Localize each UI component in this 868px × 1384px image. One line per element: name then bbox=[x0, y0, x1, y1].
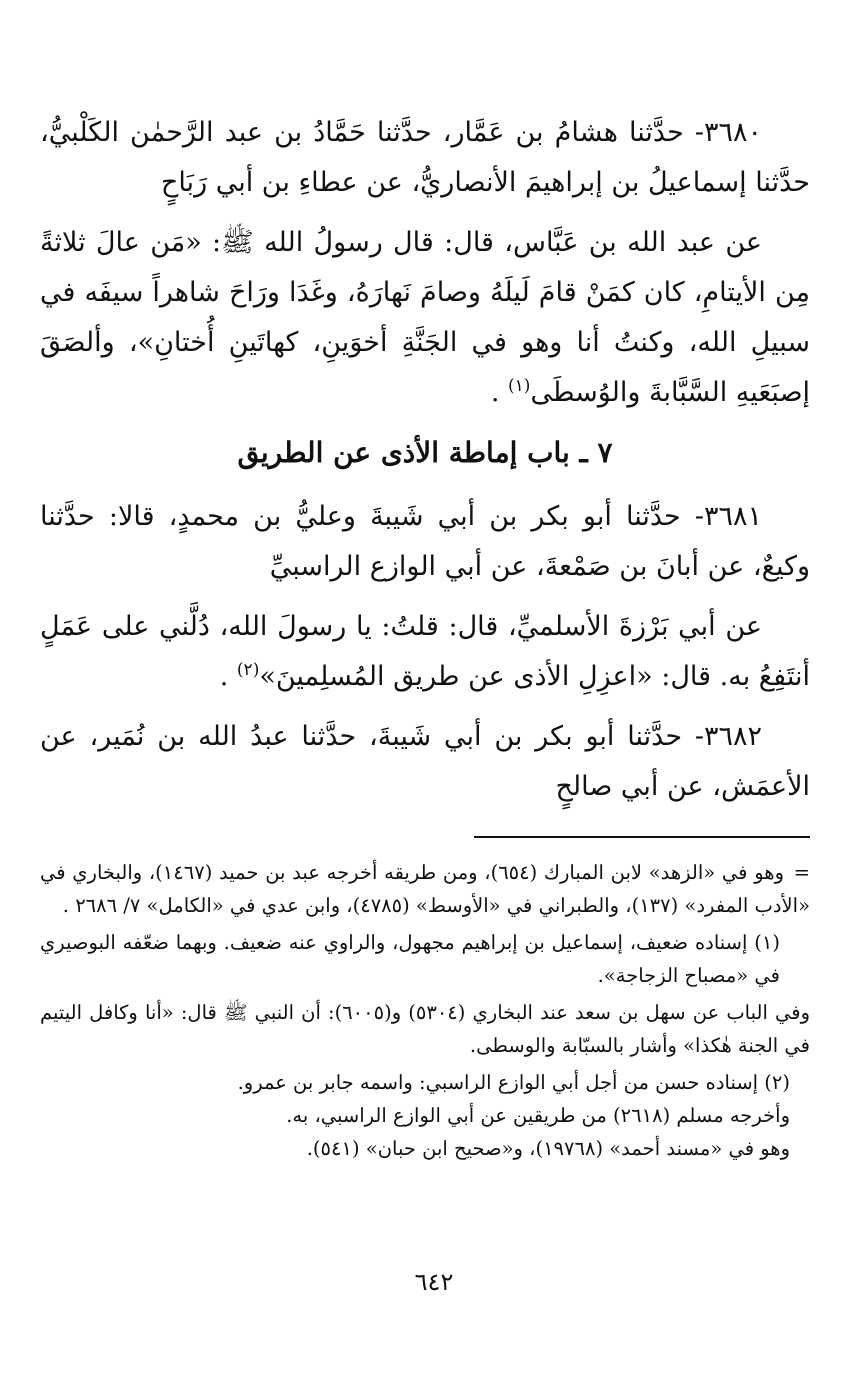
hadith-3681-isnad-text: ٣٦٨١- حدَّثنا أبو بكر بن أبي شَيبةَ وعليُّ بن محمدٍ، قالا: حدَّثنا وكيعٌ، عن أبانَ بن صَمْعةَ، عن أبي الوازع الراسبيِّ bbox=[40, 501, 810, 582]
main-text bbox=[40, 108, 810, 822]
footnote-1: (١) إسناده ضعيف، إسماعيل بن إبراهيم مجهول، والراوي عنه ضعيف. وبهما ضعّفه البوصيري في «مصباح الزجاجة». bbox=[40, 931, 780, 987]
footnote-ref-2: (٢) bbox=[236, 660, 260, 680]
hadith-3682-isnad-text: ٣٦٨٢- حدَّثنا أبو بكر بن أبي شَيبةَ، حدَّثنا عبدُ الله بن نُمَير، عن الأعمَش، عن أبي صالحٍ bbox=[40, 721, 810, 802]
hadith-3680-isnad bbox=[40, 108, 810, 208]
hadith-3681-matn-text: عن أبي بَرْزةَ الأسلميِّ، قال: قلتُ: يا رسولَ الله، دُلَّني على عَمَلٍ أنتَفِعُ به. قال: «اعزِلِ الأذى عن طريق المُسلِمينَ» bbox=[40, 611, 810, 692]
hadith-3680-matn-text: عن عبد الله بن عَبَّاس، قال: قال رسولُ الله ﷺ: «مَن عالَ ثلاثةً مِن الأيتامِ، كان كمَنْ قامَ لَيلَهُ وصامَ نَهارَهُ، وغَدَا ورَاحَ شاهراً سيفَه في سبيلِ الله، وكنتُ أنا وهو في الجَنَّةِ أخوَينِ، كهاتَينِ أُختانِ»، وألصَقَ إصبَعَيهِ السَّبَّابةَ والوُسطَى bbox=[40, 227, 810, 408]
hadith-3681-isnad bbox=[40, 492, 810, 592]
page-number: ٦٤٢ bbox=[414, 1268, 454, 1296]
chapter-heading: ٧ ـ باب إماطة الأذى عن الطريق bbox=[237, 436, 613, 469]
footnotes bbox=[40, 856, 810, 1165]
footnote-2: (٢) إسناده حسن من أجل أبي الوازع الراسبي: واسمه جابر بن عمرو. bbox=[237, 1071, 790, 1094]
footnote-continuation bbox=[40, 856, 810, 922]
hadith-3680-matn bbox=[40, 218, 810, 418]
hadith-3680-isnad-text: ٣٦٨٠- حدَّثنا هشامُ بن عَمَّار، حدَّثنا حَمَّادُ بن عبد الرَّحمٰن الكَلْبيُّ، حدَّثنا إسماعيلُ بن إبراهيمَ الأنصاريُّ، عن عطاءِ بن أبي رَبَاحٍ bbox=[40, 117, 810, 198]
footnote-separator bbox=[474, 836, 810, 838]
hadith-3680-end: . bbox=[490, 377, 509, 408]
footnote-continuation-text: وهو في «الزهد» لابن المبارك (٦٥٤)، ومن طريقه أخرجه عبد بن حميد (١٤٦٧)، والبخاري في «الأدب المفرد» (١٣٧)، والطبراني في «الأوسط» (٤٧٨٥)، وابن عدي في «الكامل» ٧/ ٢٦٨٦ . bbox=[40, 861, 810, 917]
footnote-1-extra: وفي الباب عن سهل بن سعد عند البخاري (٥٣٠٤) و(٦٠٠٥): أن النبي ﷺ قال: «أنا وكافل اليتيم في الجنة هٰكذا» وأشار بالسبّابة والوسطى. bbox=[40, 1001, 810, 1057]
hadith-3681-matn bbox=[40, 602, 810, 702]
footnote-2-line-2: وأخرجه مسلم (٢٦١٨) من طريقين عن أبي الوازع الراسبي، به. bbox=[286, 1104, 790, 1127]
continuation-marker: = bbox=[793, 861, 810, 884]
hadith-3682-isnad bbox=[40, 712, 810, 812]
footnote-ref-1: (١) bbox=[508, 376, 531, 396]
footnote-2-line-3: وهو في «مسند أحمد» (١٩٧٦٨)، و«صحيح ابن حبان» (٥٤١). bbox=[306, 1137, 790, 1160]
hadith-3681-end: . bbox=[219, 661, 237, 692]
